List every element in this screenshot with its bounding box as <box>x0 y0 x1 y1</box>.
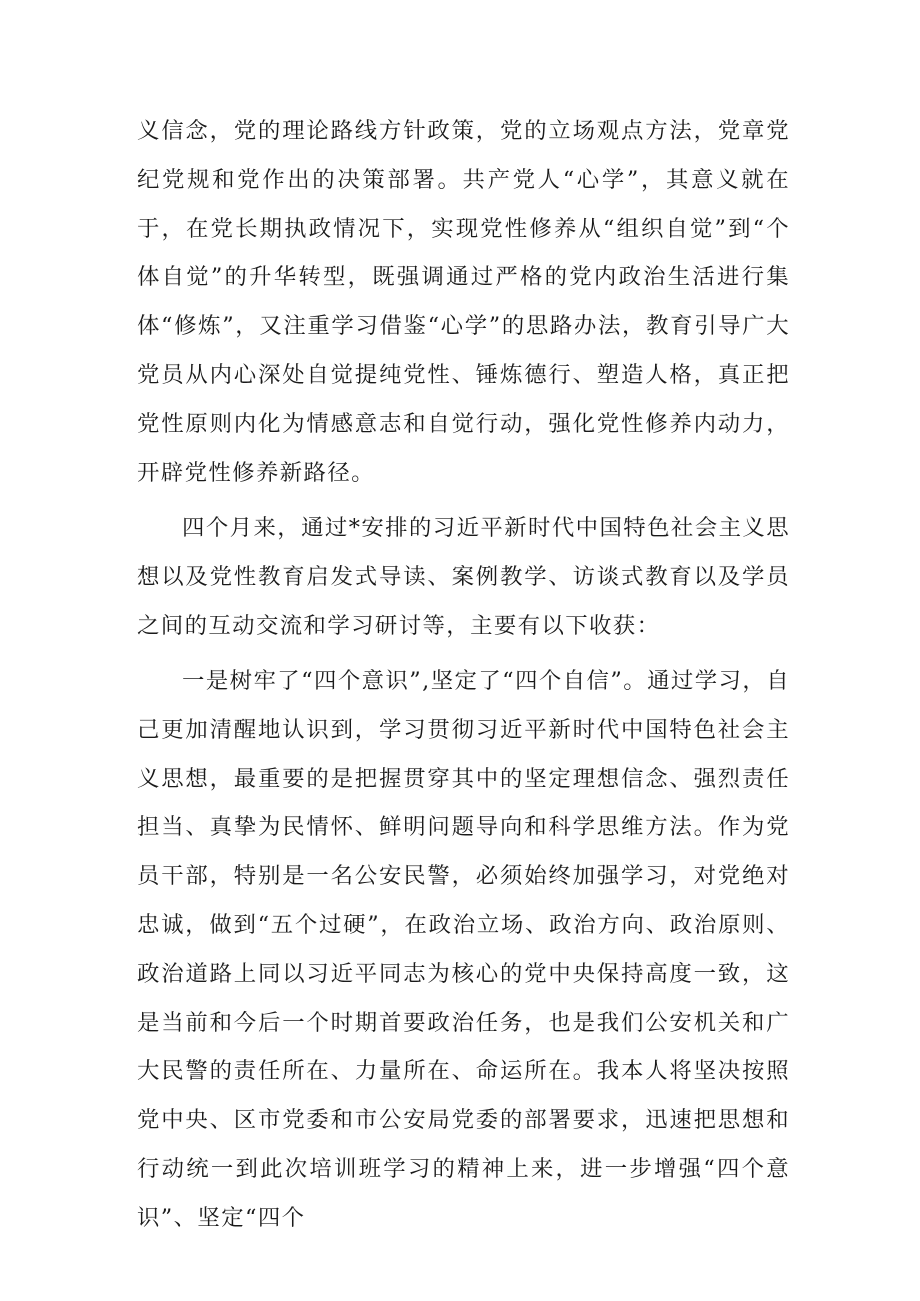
paragraph-first-gain: 一是树牢了“四个意识”,坚定了“四个自信”。通过学习，自己更加清醒地认识到，学习贯彻习近平新时代中国特色社会主义思想，最重要的是把握贯穿其中的坚定理想信念、强烈责任担当、真挚为民情怀、鲜明问题导向和科学思维方法。作为党员干部，特别是一名公安民警，必须始终加强学习，对党绝对忠诚，做到“五个过硬”，在政治立场、政治方向、政治原则、政治道路上同以习近平同志为核心的党中央保持高度一致，这是当前和今后一个时期首要政治任务，也是我们公安机关和广大民警的责任所在、力量所在、命运所在。我本人将坚决按照党中央、区市党委和市公安局党委的部署要求，迅速把思想和行动统一到此次培训班学习的精神上来，进一步增强“四个意识”、坚定“四个 <box>137 668 790 1231</box>
paragraph-four-months: 四个月来，通过*安排的习近平新时代中国特色社会主义思想以及党性教育启发式导读、案例教学、访谈式教育以及学员之间的互动交流和学习研讨等，主要有以下收获： <box>137 515 790 639</box>
paragraph-continued: 义信念，党的理论路线方针政策，党的立场观点方法，党章党纪党规和党作出的决策部署。共产党人“心学”，其意义就在于，在党长期执政情况下，实现党性修养从“组织自觉”到“个体自觉”的升华转型，既强调通过严格的党内政治生活进行集体“修炼”，又注重学习借鉴“心学”的思路办法，教育引导广大党员从内心深处自觉提纯党性、锤炼德行、塑造人格，真正把党性原则内化为情感意志和自觉行动，强化党性修养内动力，开辟党性修养新路径。 <box>137 118 790 486</box>
